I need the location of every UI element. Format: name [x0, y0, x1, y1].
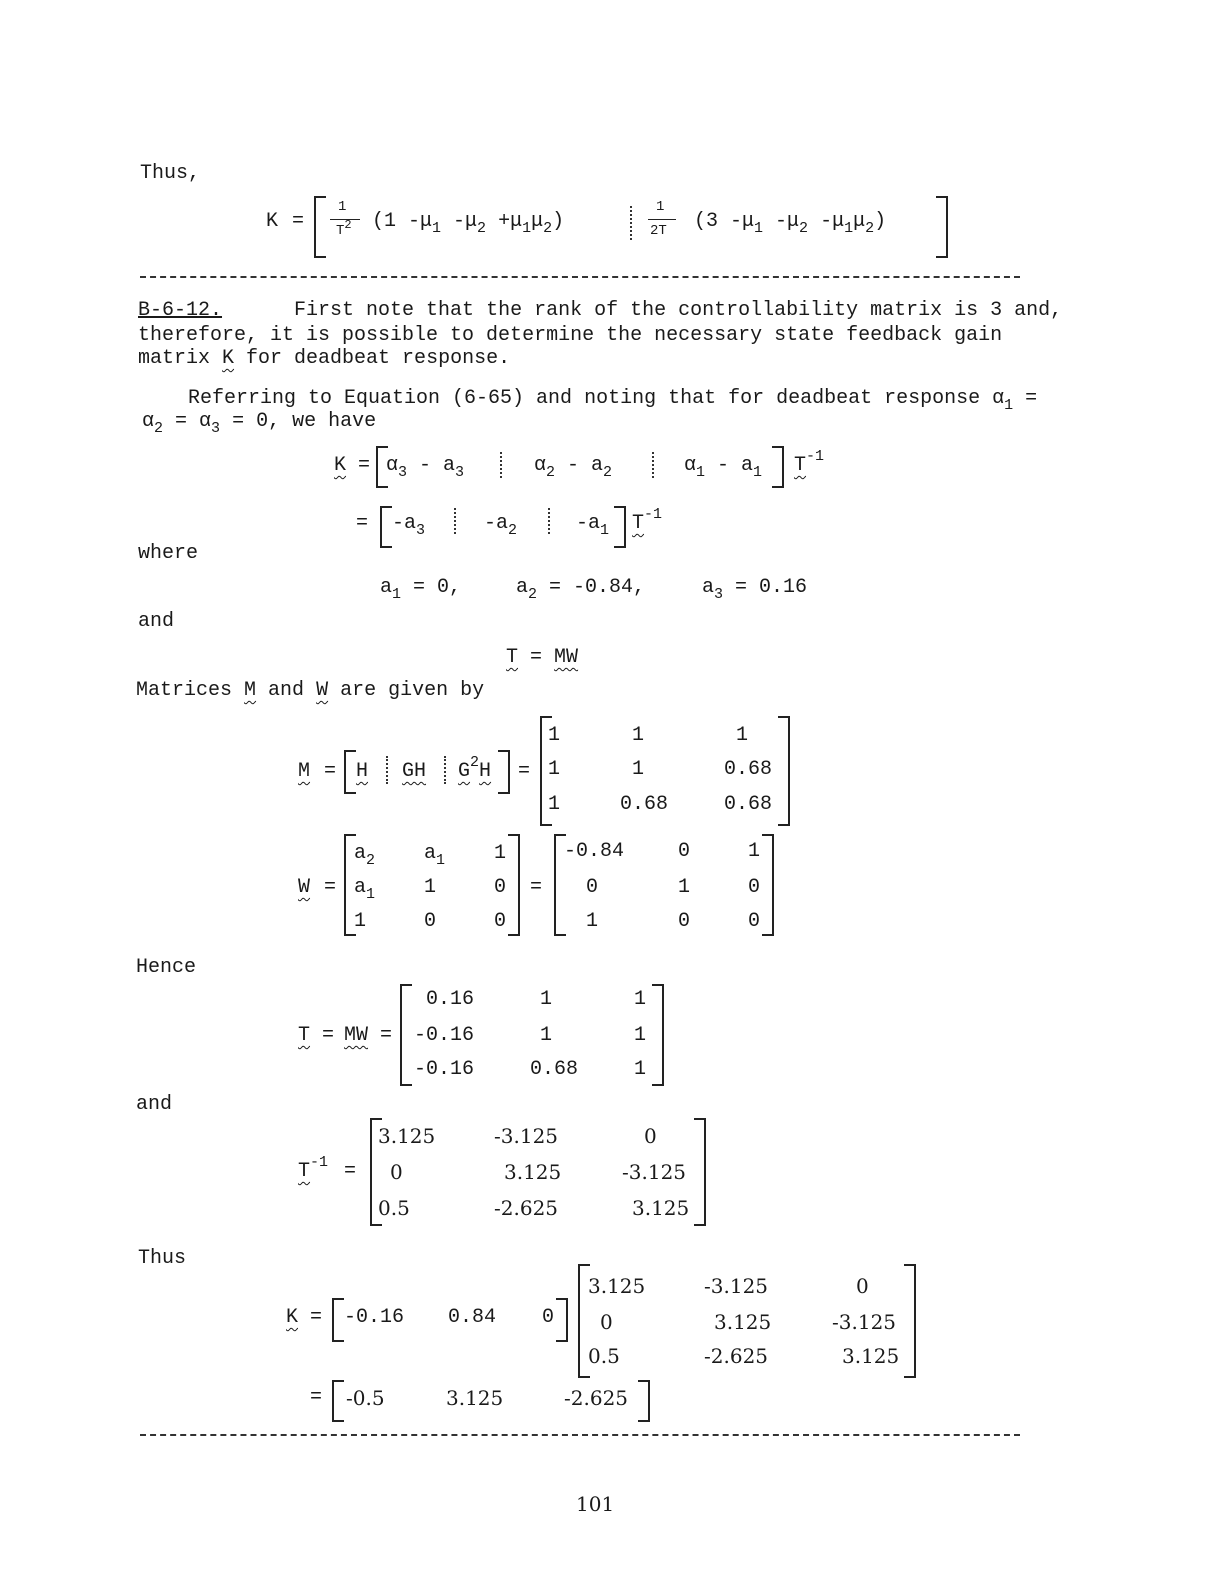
- gh-block: GH: [402, 760, 427, 783]
- separator: [630, 206, 632, 240]
- separator: [652, 452, 654, 478]
- w-cell: 0: [678, 840, 691, 863]
- t-cell: 1: [634, 988, 647, 1011]
- w-cell: 1: [748, 840, 761, 863]
- k-result-cell: -2.625: [564, 1386, 629, 1410]
- thus-label: Thus: [138, 1247, 187, 1270]
- k-result-cell: -0.5: [346, 1386, 385, 1410]
- m-cell: 0.68: [724, 793, 773, 816]
- k-row-cell: 0.84: [448, 1306, 497, 1329]
- second-term: (3 $-\mu_1$ $-\mu_2$ $-\mu_1\mu_2$): [694, 210, 887, 237]
- hence-label: Hence: [136, 956, 197, 979]
- kfin-cell: 3.125: [588, 1274, 646, 1298]
- mw-symbol: MW: [344, 1024, 369, 1047]
- w-cell: 0: [678, 910, 691, 933]
- left-bracket: [332, 1380, 344, 1422]
- t-symbol: T: [298, 1024, 311, 1047]
- equals-sign: =: [356, 512, 369, 535]
- w-sym-cell: 0: [494, 910, 507, 933]
- equals-sign: =: [518, 760, 531, 783]
- frac-den: T2: [336, 218, 352, 239]
- left-bracket: [400, 984, 412, 1086]
- t-cell: 0.68: [530, 1058, 579, 1081]
- thus-label: Thus,: [140, 162, 201, 185]
- problem-text-1: B-6-12. First note that the rank of the controllability matrix is 3 and,: [138, 299, 1063, 322]
- left-bracket: [344, 750, 356, 794]
- left-bracket: [332, 1298, 344, 1342]
- separator: [386, 756, 388, 784]
- kfin-cell: 0: [600, 1310, 613, 1334]
- problem-text-3: matrix K for deadbeat response.: [138, 347, 511, 370]
- equals-sign: =: [380, 1024, 393, 1047]
- w-sym-cell: 1: [424, 876, 437, 899]
- right-bracket: [508, 834, 520, 936]
- a2-value: $a_2 = -0.84$,: [516, 576, 646, 603]
- m-cell: 0.68: [724, 758, 773, 781]
- separator: [500, 452, 502, 478]
- t-cell: 1: [634, 1024, 647, 1047]
- separator: [444, 756, 446, 784]
- k-symbol: K: [266, 210, 279, 233]
- left-bracket: [380, 506, 392, 548]
- neg-a1: $-a_1$: [576, 512, 610, 539]
- equals-sign: =: [310, 1386, 323, 1409]
- t-equals-mw: T = MW: [506, 646, 579, 669]
- w-cell: 0: [748, 910, 761, 933]
- frac-num: 1: [338, 199, 347, 215]
- right-bracket: [652, 984, 664, 1086]
- term-3: $\alpha_3 - a_3$: [386, 454, 465, 481]
- w-sym-cell: 0: [424, 910, 437, 933]
- w-cell: 1: [678, 876, 691, 899]
- term-1: $\alpha_1 - a_1$: [684, 454, 763, 481]
- w-sym-cell: 0: [494, 876, 507, 899]
- w-sym-cell: $a_1$: [354, 876, 376, 903]
- right-bracket: [778, 716, 790, 826]
- tinv-cell: 0: [390, 1160, 403, 1184]
- divider-bottom: [140, 1434, 1020, 1436]
- kfin-cell: -3.125: [832, 1310, 897, 1334]
- tinv-cell: 0.5: [378, 1196, 410, 1220]
- g2h-block: $G^2H$: [458, 754, 492, 783]
- m-cell: 0.68: [620, 793, 669, 816]
- t-inverse-symbol: $T^{-1}$: [298, 1154, 329, 1183]
- t-cell: 1: [540, 988, 553, 1011]
- m-cell: 1: [548, 793, 561, 816]
- equals-sign: =: [358, 454, 371, 477]
- kfin-cell: 0.5: [588, 1344, 620, 1368]
- frac2-num: 1: [656, 199, 665, 215]
- right-bracket: [772, 446, 784, 488]
- w-sym-cell: $a_1$: [424, 842, 446, 869]
- tinv-cell: 3.125: [632, 1196, 690, 1220]
- problem-text-4: Referring to Equation (6-65) and noting that for deadbeat response $\alpha_1$ =: [188, 387, 1038, 414]
- tinv-cell: 3.125: [378, 1124, 436, 1148]
- left-bracket: [314, 196, 326, 258]
- w-cell: 1: [586, 910, 599, 933]
- k-symbol: K: [334, 454, 347, 477]
- tinv-cell: 0: [644, 1124, 657, 1148]
- kfin-cell: -2.625: [704, 1344, 769, 1368]
- t-cell: -0.16: [414, 1058, 475, 1081]
- t-cell: 1: [634, 1058, 647, 1081]
- equals-sign: =: [344, 1160, 357, 1183]
- equals-sign: =: [324, 760, 337, 783]
- equals-sign: =: [310, 1306, 323, 1329]
- where-label: where: [138, 542, 199, 565]
- m-cell: 1: [548, 758, 561, 781]
- kfin-cell: 0: [856, 1274, 869, 1298]
- and-label: and: [138, 610, 175, 633]
- t-inverse: $T^{-1}$: [632, 506, 663, 535]
- page-number: 101: [576, 1492, 615, 1516]
- k-row-cell: -0.16: [344, 1306, 405, 1329]
- w-cell: 0: [586, 876, 599, 899]
- t-inverse: $T^{-1}$: [794, 448, 825, 477]
- and-label: and: [136, 1093, 173, 1116]
- right-bracket: [936, 196, 948, 258]
- right-bracket: [904, 1264, 916, 1378]
- a3-value: $a_3 = 0.16$: [702, 576, 808, 603]
- w-cell: -0.84: [564, 840, 625, 863]
- problem-label: B-6-12.: [138, 299, 223, 322]
- tinv-cell: -2.625: [494, 1196, 559, 1220]
- t-cell: 1: [540, 1024, 553, 1047]
- right-bracket: [762, 834, 774, 936]
- equals-sign: =: [322, 1024, 335, 1047]
- first-term: (1 $-\mu_1$ $-\mu_2 +\mu_1\mu_2$): [372, 210, 565, 237]
- term-2: $\alpha_2 - a_2$: [534, 454, 613, 481]
- matrices-line: Matrices M and W are given by: [136, 679, 485, 702]
- right-bracket: [614, 506, 626, 548]
- t-cell: -0.16: [414, 1024, 475, 1047]
- separator: [454, 508, 456, 534]
- kfin-cell: -3.125: [704, 1274, 769, 1298]
- separator: [548, 508, 550, 534]
- k-symbol: K: [286, 1306, 299, 1329]
- right-bracket: [556, 1298, 568, 1342]
- right-bracket: [638, 1380, 650, 1422]
- w-sym-cell: $a_2$: [354, 842, 376, 869]
- w-sym-cell: 1: [494, 842, 507, 865]
- neg-a2: $-a_2$: [484, 512, 518, 539]
- h-block: H: [356, 760, 369, 783]
- m-cell: 1: [632, 724, 645, 747]
- problem-text-5: $\alpha_2 = \alpha_3 = 0$, we have: [142, 410, 377, 437]
- equals-sign: =: [530, 876, 543, 899]
- tinv-cell: -3.125: [494, 1124, 559, 1148]
- a1-value: $a_1 = 0$,: [380, 576, 462, 603]
- divider-top: [140, 276, 1020, 278]
- w-sym-cell: 1: [354, 910, 367, 933]
- frac2-den: 2T: [650, 223, 667, 239]
- m-cell: 1: [632, 758, 645, 781]
- equals-sign: =: [292, 210, 305, 233]
- tinv-cell: 3.125: [504, 1160, 562, 1184]
- neg-a3: $-a_3$: [392, 512, 426, 539]
- right-bracket: [498, 750, 510, 794]
- w-symbol: W: [298, 876, 311, 899]
- t-cell: 0.16: [426, 988, 475, 1011]
- k-result-cell: 3.125: [446, 1386, 504, 1410]
- m-symbol: M: [298, 760, 311, 783]
- w-cell: 0: [748, 876, 761, 899]
- tinv-cell: -3.125: [622, 1160, 687, 1184]
- kfin-cell: 3.125: [714, 1310, 772, 1334]
- right-bracket: [694, 1118, 706, 1226]
- problem-text-2: therefore, it is possible to determine the necessary state feedback gain: [138, 324, 1003, 347]
- m-cell: 1: [736, 724, 749, 747]
- frac2-bar: [648, 219, 676, 220]
- kfin-cell: 3.125: [842, 1344, 900, 1368]
- k-row-cell: 0: [542, 1306, 555, 1329]
- equals-sign: =: [324, 876, 337, 899]
- m-cell: 1: [548, 724, 561, 747]
